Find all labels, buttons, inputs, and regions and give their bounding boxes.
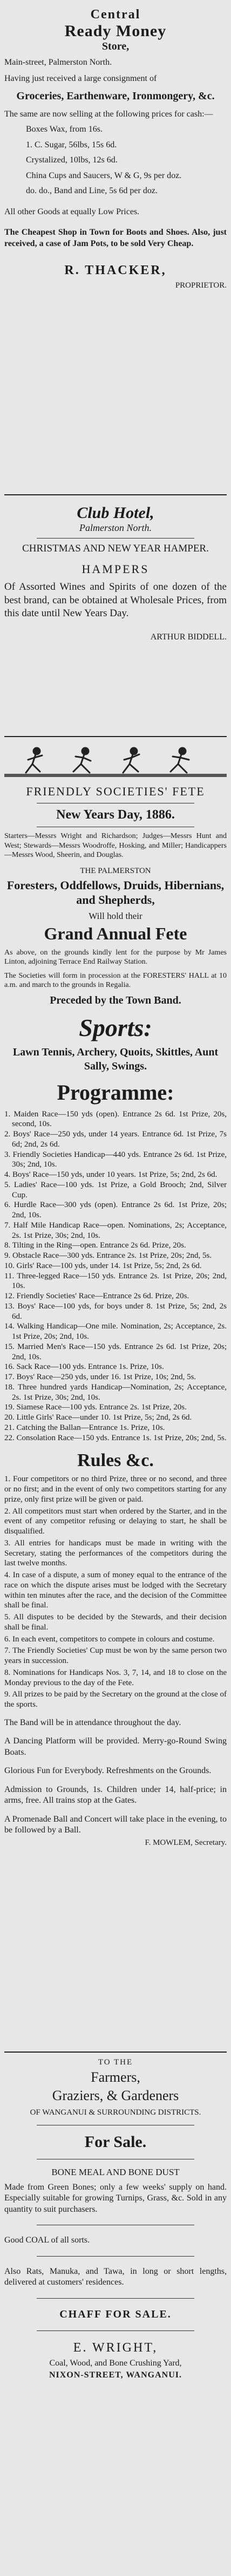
rule-item: 1. Four competitors or no third Prize, three or no second, and three or no first; and in the event of only two competitors starting for any prize, only first prize will be given or paid. bbox=[4, 1475, 227, 1504]
programme-item: 10. Girls' Race—100 yds, under 14. 1st Prize, 5s; 2nd, 2s 6d. bbox=[4, 1261, 202, 1270]
runner-3 bbox=[123, 748, 139, 773]
ad1-location: Main-street, Palmerston North. bbox=[4, 58, 112, 67]
ad4-divider-5 bbox=[37, 2298, 194, 2299]
ad1-item-5: do. do., Band and Line, 5s 6d per doz. bbox=[26, 186, 158, 196]
ad1-title-ready-money: Ready Money bbox=[64, 22, 167, 40]
fete-dancing: A Dancing Platform will be provided. Merry-go-Round Swing Boats. bbox=[4, 1736, 227, 1757]
programme-list bbox=[4, 1109, 227, 1443]
rule-item: 5. All disputes to be decided by the Stewards, and their decision shall be final. bbox=[4, 1613, 227, 1632]
ad1-goods: Groceries, Earthenware, Ironmongery, &c. bbox=[16, 90, 215, 102]
ad4-graziers: Graziers, & Gardeners bbox=[52, 2088, 179, 2103]
runner-2 bbox=[73, 748, 91, 773]
programme-item: 3. Friendly Societies Handicap—440 yds. Entrance 2s 6d. 1st Prize, 30s; 2nd, 10s. bbox=[4, 1150, 227, 1169]
fete-ball: A Promenade Ball and Concert will take place in the evening, to be followed by a Ball. bbox=[4, 1814, 227, 1835]
ad1-same: The same are now selling at the following prices for cash:— bbox=[4, 109, 213, 119]
programme-item: 22. Consolation Race—150 yds. Entrance 1s. 1st Prize, 20s; 2nd, 5s. bbox=[4, 1433, 227, 1442]
ad1-item-3: Crystalized, 10lbs, 12s 6d. bbox=[26, 155, 118, 165]
programme-item: 17. Boys' Race—250 yds, under 16. 1st Prize, 10s; 2nd, 5s. bbox=[4, 1373, 196, 1381]
ad2-text: Of Assorted Wines and Spirits of one dozen of the best brand, can be obtained at Wholesale Prices, from this date until New Years Day. bbox=[4, 581, 227, 619]
fete-fun: Glorious Fun for Everybody. Refreshments on the Grounds. bbox=[4, 1766, 212, 1776]
rule-item: 7. The Friendly Societies' Cup must be won by the same person two years in succession. bbox=[4, 1646, 227, 1665]
ad2-subtitle: Palmerston North. bbox=[79, 522, 152, 533]
fete-will-hold: Will hold their bbox=[89, 910, 142, 921]
programme-item: 21. Catching the Ballan—Entrance 1s. Prize, 10s. bbox=[4, 1423, 165, 1432]
programme-item: 13. Boys' Race—100 yds, for boys under 8. 1st Prize, 5s; 2nd, 2s 6d. bbox=[4, 1301, 227, 1321]
ad1-item-2: 1. C. Sugar, 56lbs, 15s 6d. bbox=[26, 140, 117, 149]
programme-item: 1. Maiden Race—150 yds (open). Entrance 2s 6d. 1st Prize, 20s, second, 10s. bbox=[4, 1109, 227, 1129]
programme-item: 8. Tilting in the Ring—open. Entrance 2s 6d. Prize, 20s. bbox=[4, 1241, 186, 1250]
rules-list bbox=[4, 1474, 227, 1710]
rule-item: 2. All competitors must start when ordered by the Starter, and in the event of any competitor refusing or delaying to start, he shall be disqualified. bbox=[4, 1507, 227, 1536]
ad1-item-1: Boxes Wax, from 16s. bbox=[26, 125, 103, 134]
fete-the-palmerston: THE PALMERSTON bbox=[80, 866, 151, 875]
fete-games: Lawn Tennis, Archery, Quoits, Skittles, Aunt Sally, Swings. bbox=[12, 1046, 219, 1072]
fete-town-band: Preceded by the Town Band. bbox=[50, 994, 181, 1006]
fete-grand-annual: Grand Annual Fete bbox=[44, 923, 187, 943]
ad1-cheapest: The Cheapest Shop in Town for Boots and Shoes. Also, just received, a case of Jam Pots, to be sold Very Cheap. bbox=[4, 228, 227, 248]
rule-item: 3. All entries for handicaps must be made in writing with the Secretary, stating the performances of the competitors during the last twelve months. bbox=[4, 1538, 227, 1568]
programme-item: 4. Boys' Race—150 yds, under 10 years. 1st Prize, 5s; 2nd, 2s 6d. bbox=[4, 1170, 218, 1179]
fete-above: As above, on the grounds kindly lent for the purpose by Mr James Linton, adjoining Terrace End Railway Station. bbox=[4, 948, 227, 966]
ad4-divider-6 bbox=[37, 2330, 194, 2331]
rule-item: 4. In case of a dispute, a sum of money equal to the entrance of the race on which the dispute arises must be lodged with the Secretary within ten minutes after the race, and the decision of the Committee shall be final. bbox=[4, 1571, 227, 1610]
fete-procession: The Societies will form in procession at the FORESTERS' HALL at 10 a.m. and march to the grounds in Regalia. bbox=[4, 971, 227, 989]
programme-item: 6. Hurdle Race—300 yds (open). Entrance 2s 6d. 1st Prize, 20s; 2nd, 10s. bbox=[4, 1201, 227, 1219]
ad1-title-store: Store, bbox=[101, 40, 130, 52]
programme-item: 20. Little Girls' Race—under 10. 1st Prize, 5s; 2nd, 2s 6d. bbox=[4, 1413, 192, 1422]
ad4-farmers: Farmers, bbox=[91, 2069, 140, 2085]
ad4-divider-4 bbox=[37, 2256, 194, 2257]
ad4-bone-text: Made from Green Bones; only a few weeks' supply on hand. Especially suitable for growing Turnips, Grass, &c. Sold in any quantity to suit purchasers. bbox=[4, 2183, 227, 2214]
ad2-divider bbox=[37, 538, 194, 539]
ad1-name: R. THACKER, bbox=[64, 263, 167, 278]
runner-1 bbox=[26, 748, 42, 773]
programme-item: 2. Boys' Race—250 yds, under 14 years. Entrance 6d. 1st Prize, 7s 6d; 2nd, 2s 6d. bbox=[4, 1130, 227, 1149]
programme-item: 18. Three hundred yards Handicap—Nomination, 2s; Acceptance, 2s. 1st Prize, 30s; 2nd, 10s. bbox=[4, 1382, 227, 1402]
fete-programme-heading: Programme: bbox=[57, 1080, 174, 1105]
ad2-name: ARTHUR BIDDELL. bbox=[150, 632, 227, 642]
fete-societies: Foresters, Oddfellows, Druids, Hibernians, and Shepherds, bbox=[6, 878, 225, 907]
friendly-societies-fete-ad bbox=[4, 737, 227, 2053]
runners-illustration bbox=[4, 744, 227, 781]
programme-item: 16. Sack Race—100 yds. Entrance 1s. Prize, 10s. bbox=[4, 1362, 164, 1372]
ad4-name: E. WRIGHT, bbox=[73, 2340, 158, 2355]
ad4-coal: Good COAL of all sorts. bbox=[4, 2236, 90, 2245]
ready-money-store-ad bbox=[4, 0, 227, 495]
programme-item: 11. Three-legged Race—150 yds. Entrance 2s. 1st Prize, 20s; 2nd, 10s. bbox=[4, 1271, 227, 1291]
ad4-bone-heading: BONE MEAL AND BONE DUST bbox=[51, 2167, 180, 2177]
rule-item: 8. Nominations for Handicaps Nos. 3, 7, 14, and 18 to close on the Monday previous to the day of the Fete. bbox=[4, 1668, 227, 1687]
fete-sports-heading: Sports: bbox=[79, 1013, 152, 1041]
rule-item: 9. All prizes to be paid by the Secretary on the ground at the close of the sports. bbox=[4, 1690, 227, 1709]
ad1-role: PROPRIETOR. bbox=[175, 281, 227, 290]
fete-secretary: F. MOWLEM, Secretary. bbox=[145, 1838, 227, 1847]
farmers-bone-meal-ad bbox=[4, 2053, 227, 2576]
ad2-title: Club Hotel, bbox=[77, 504, 154, 522]
runner-4 bbox=[171, 748, 189, 773]
fete-band-note: The Band will be in attendance throughout the day. bbox=[4, 1718, 181, 1727]
fete-title: FRIENDLY SOCIETIES' FETE bbox=[26, 785, 205, 798]
programme-item: 5. Ladies' Race—100 yds. 1st Prize, a Gold Brooch; 2nd, Silver Cup. bbox=[4, 1180, 227, 1200]
fete-officials: Starters—Messrs Wright and Richardson; Judges—Messrs Hunt and West; Stewards—Messrs Woodroffe, Hosking, and Miller; Handicappers—Messrs Wood, Sheerin, and Douglas. bbox=[4, 832, 227, 859]
ad4-trade: Coal, Wood, and Bone Crushing Yard, bbox=[49, 2358, 182, 2368]
ad2-hamper-title: CHRISTMAS AND NEW YEAR HAMPER. bbox=[22, 543, 209, 554]
ad1-item-4: China Cups and Saucers, W & G, 9s per doz. bbox=[26, 171, 182, 180]
programme-item: 7. Half Mile Handicap Race—open. Nominations, 2s; Acceptance, 2s. 1st Prize, 30s; 2nd, 10s. bbox=[4, 1221, 227, 1240]
ad4-for-sale: For Sale. bbox=[84, 2133, 147, 2151]
ad4-address: NIXON-STREET, WANGANUI. bbox=[49, 2370, 182, 2380]
programme-item: 12. Friendly Societies' Race—Entrance 2s 6d. Prize, 20s. bbox=[4, 1292, 189, 1300]
ad1-title-central: Central bbox=[90, 8, 141, 22]
programme-item: 19. Siamese Race—100 yds. Entrance 2s. 1st Prize, 20s. bbox=[4, 1403, 187, 1412]
ad4-rats: Also Rats, Manuka, and Tawa, in long or short lengths, delivered at customers' residences. bbox=[4, 2266, 227, 2287]
ad2-hampers: HAMPERS bbox=[81, 562, 150, 576]
fete-admission: Admission to Grounds, 1s. Children under 14, half-price; in arms, free. All trains stop at the Gates. bbox=[4, 1784, 227, 1805]
ad4-districts: OF WANGANUI & SURROUNDING DISTRICTS. bbox=[30, 2108, 201, 2117]
ad4-chaff: CHAFF FOR SALE. bbox=[59, 2308, 172, 2320]
programme-item: 9. Obstacle Race—300 yds. Entrance 2s. 1st Prize, 20s; 2nd, 5s. bbox=[4, 1251, 212, 1260]
ad1-others: All other Goods at equally Low Prices. bbox=[4, 207, 140, 216]
rule-item: 6. In each event, competitors to compete in colours and costume. bbox=[4, 1634, 215, 1644]
programme-item: 14. Walking Handicap—One mile. Nomination, 2s; Acceptance, 2s. 1st Prize, 20s; 2nd, 10s. bbox=[4, 1322, 227, 1341]
ad1-intro: Having just received a large consignment of bbox=[4, 74, 157, 84]
club-hotel-ad bbox=[4, 495, 227, 737]
rules-heading: Rules &c. bbox=[77, 1450, 154, 1471]
programme-item: 15. Married Men's Race—150 yds. Entrance 2s 6d. 1st Prize, 20s; 2nd, 10s. bbox=[4, 1342, 227, 1361]
ad4-to-the: TO THE bbox=[98, 2058, 133, 2067]
fete-date: New Years Day, 1886. bbox=[56, 808, 175, 822]
